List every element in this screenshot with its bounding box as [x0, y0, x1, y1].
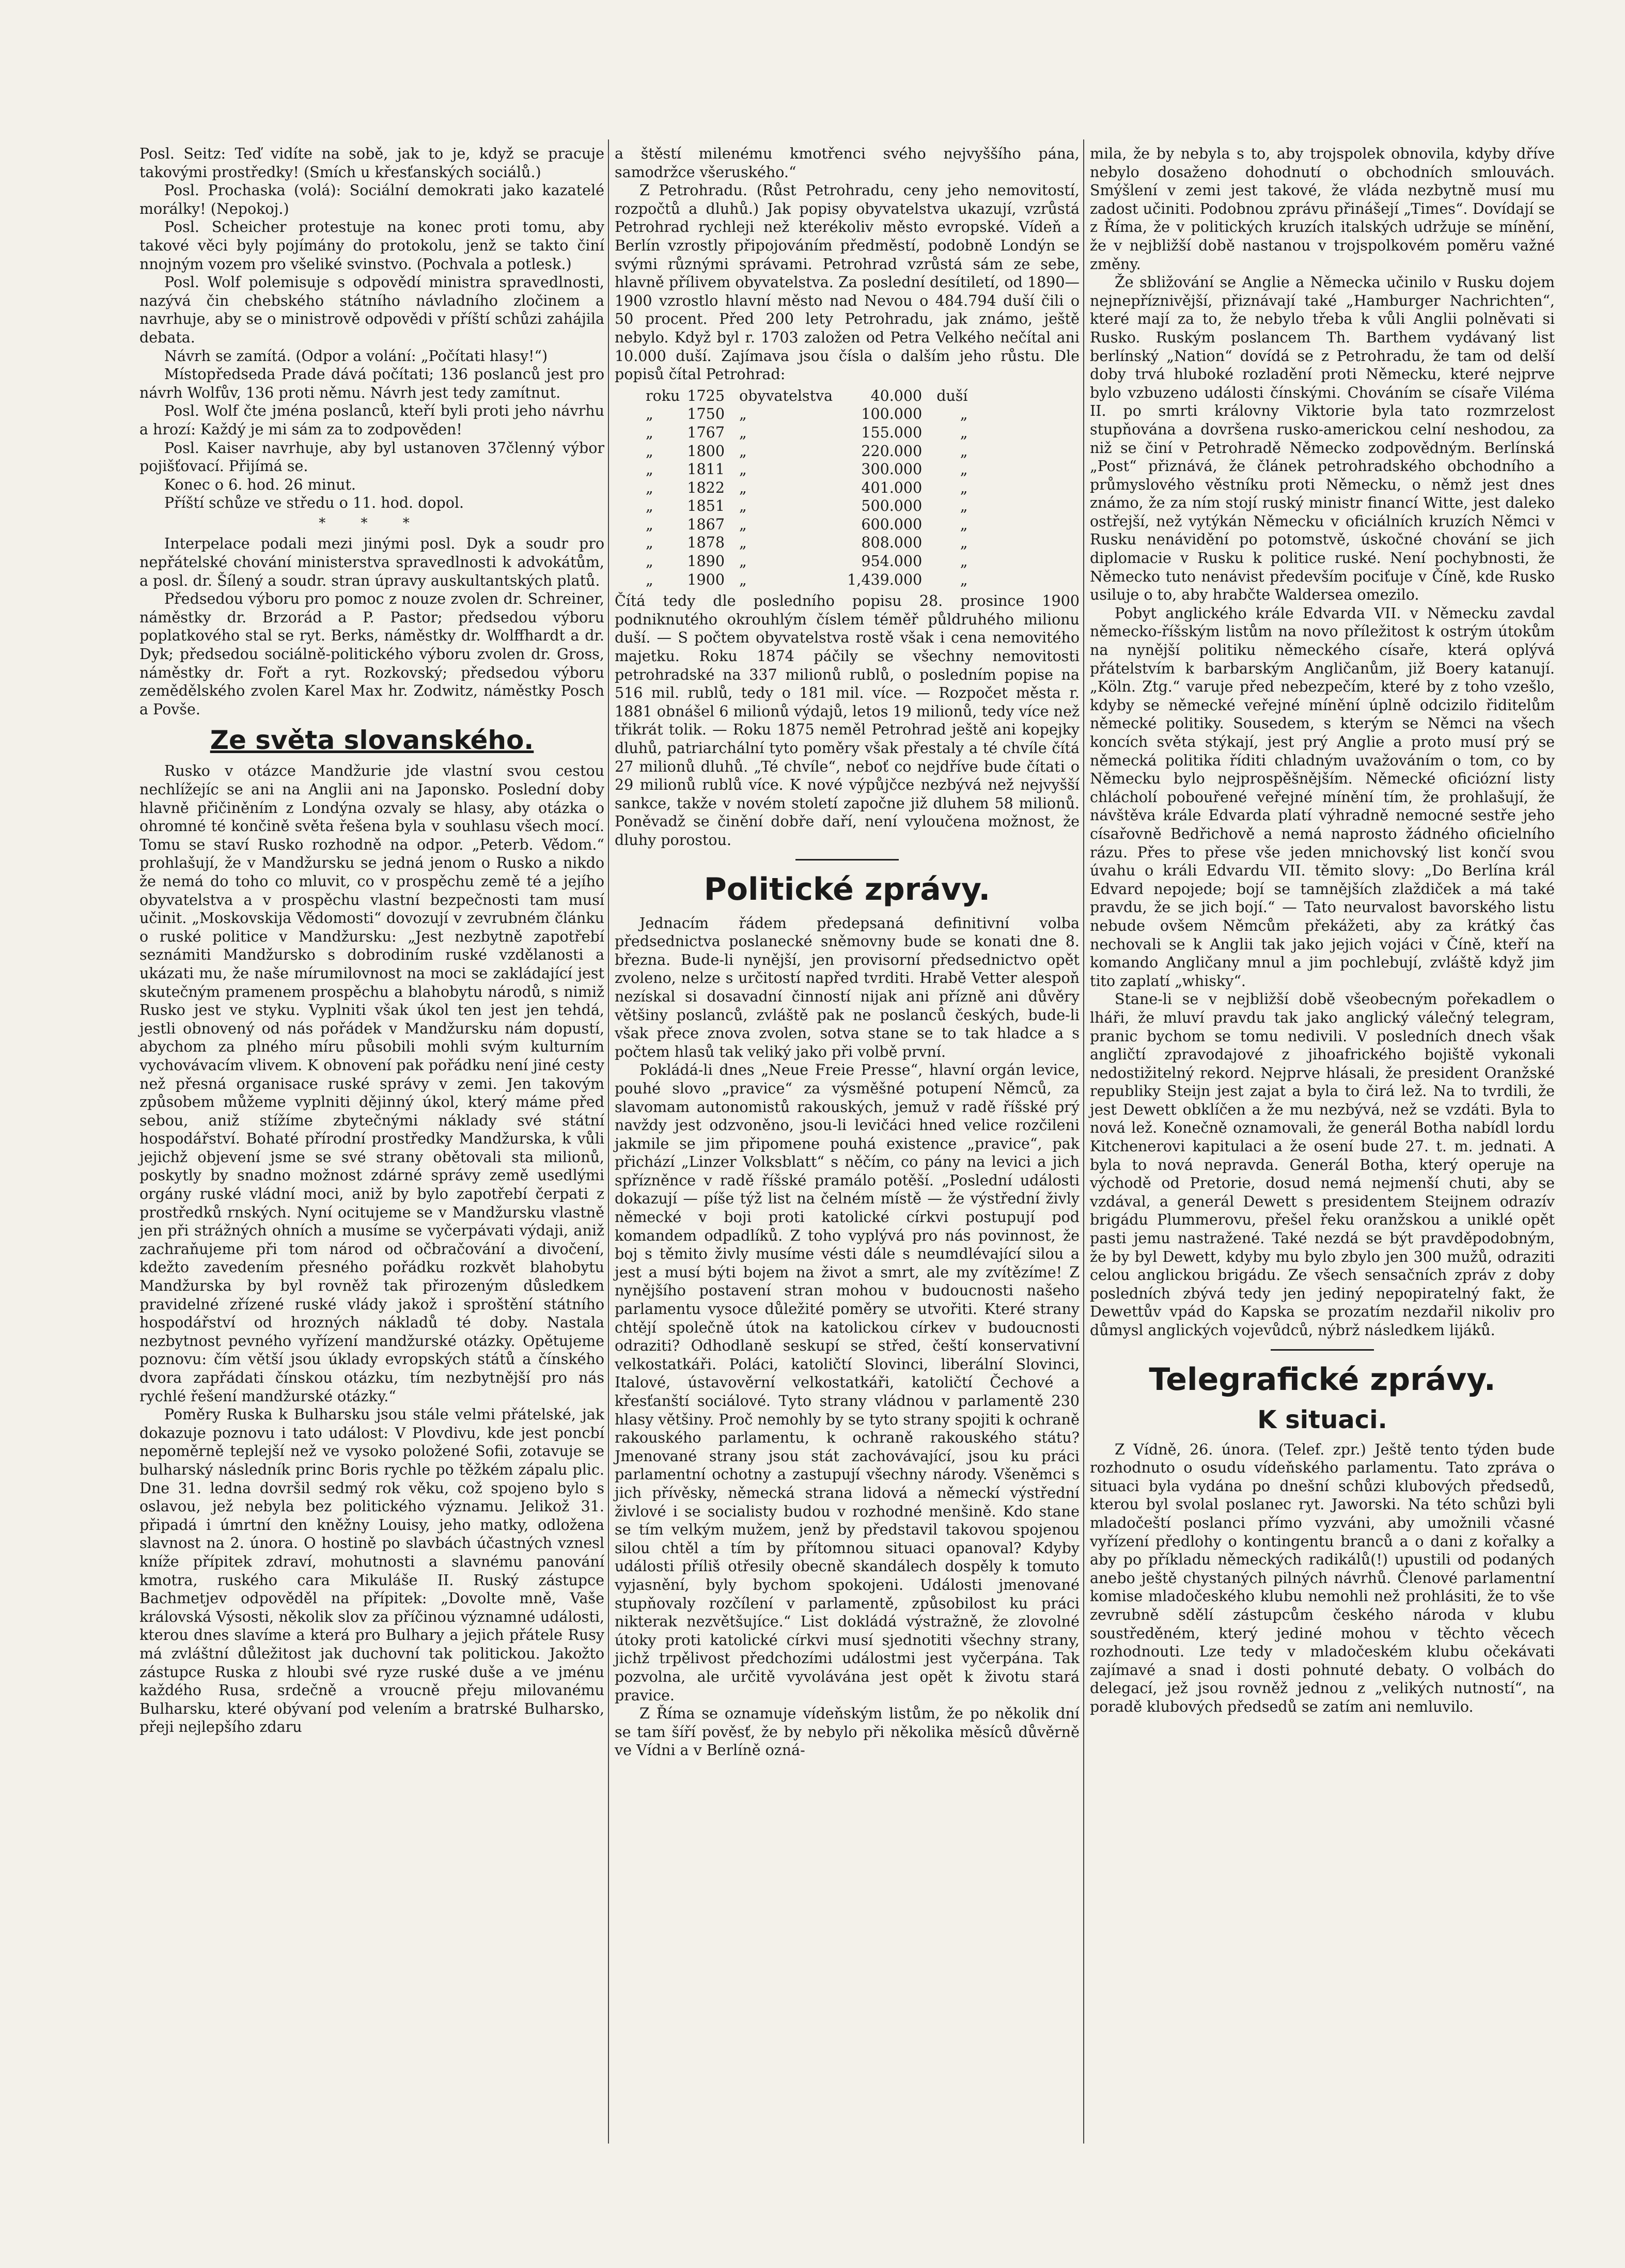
table-row — [646, 552, 975, 571]
paragraph: Rusko v otázce Mandžurie jde vlastní svou cestou nechlížejíc se ani na Anglii ani na Japonsko. Poslední doby hlavně přičiněním z Londýna ozvaly se hlasy, aby otázka o ohromné té končině světa řešena byla v souhlasu všech mocí. Tomu se staví Rusko rozhodně na odpor. „Peterb. Vědom.“ prohlašují, že v Mandžursku se jedná jenom o Rusko a nikdo že nemá do toho co mluvit, co v prospěchu země té a jejího obyvatelstva a v prospěchu vlastní bezpečnosti tam musí učinit. „Moskovskija Vědomosti“ dovozují v zevrubném článku o ruské politice v Mandžursku: „Jest nezbytně zapotřebí seznámiti Mandžursko s dobrodiním ruské vzdělanosti a ukázati mu, že naše mírumilovnost na moci se zakládající jest skutečným pramenem prospěchu a blahobytu národů, s nimiž Rusko jest ve styku. Vyplniti však úkol ten jest jen tehdá, jestli obnovený od nás pořádek v Mandžursku nám dopustí, abychom za plného míru působili mohli svým kulturním vychovávacím vlivem. K obnovení pak pořádku není jiné cesty než přesná organisace ruské správy v zemi. Jen takovým způsobem můžeme vyplniti dějinný úkol, který máme před sebou, aniž stížíme zbytečnými náklady své státní hospodářství. Bohaté přírodní prostředky Mandžurska, k vůli jejichž objevení jsme se své strany obětovali sta milionů, poskytly by snadno možnost zdárné správy země usedlými orgány ruské vládní moci, aniž by bylo zapotřebí čerpati z prostředků rnských. Nyní ocitujeme se v Mandžursku vlastně jen při strážných ohních a musíme se vyčerpávati výdaji, aniž zachraňujeme při tom národ od očbračování a divočení, kdežto zavedením přesného pořádku rozkvět blahobytu Mandžurska by byl rovněž tak přirozeným důsledkem pravidelné zřízené ruské vlády jakož i sproštění státního hospodářství od hrozných nákladů té doby. Nastala nezbytnost pevného vyřízení mandžurské otázky. Opětujeme poznovu: čím větší jsou úklady evropských států a čínského dvora zapřádati čínskou otázku, tím nezbytnější pro nás rychlé řešení mandžurské otázky.“ — [139, 762, 604, 1405]
paragraph: Z Vídně, 26. února. (Telef. zpr.) Ještě tento týden bude rozhodnuto o osudu vídeňského parlamentu. Tato zpráva o situaci byla vydána po dnešní schůzi klubových předsedů, kterou byl svolal poslanec ryt. Jaworski. Na této schůzi byli mladočeští poslanci přímo vyzváni, aby umožnili včasné vyřízení předlohy o kontingentu branců a o dani z kořalky a aby po příkladu německých radikálů(!) upustili od podaných anebo ještě chystaných pilných návrhů. Členové parlamentní komise mladočeského klubu nemohli než prohlásiti, že to vše zevrubně sdělí zástupcům českého národa v klubu soustředěném, který jediné mohou v těchto věcech rozhodnouti. Lze tedy v mladočeském klubu očekávati zajímavé a snad i dosti pohnuté debaty. O volbách do delegací, jež jsou rovněž jednou z „velikých nutností“, na poradě klubových předsedů se zatím ani nemluvilo. — [1090, 1441, 1555, 1715]
column-rule — [1083, 139, 1084, 2144]
table-cell-year: 1851 — [687, 497, 725, 515]
table-cell-label: „ — [739, 534, 747, 552]
paragraph: Interpelace podali mezi jinými posl. Dyk a soudr pro nepřátelské chování ministerstva spravedlnosti k advokátům, a posl. dr. Šílený a soudr. stran úpravy auskultantských platů. — [139, 535, 604, 589]
table-cell-year: 1822 — [687, 479, 725, 496]
table-row — [646, 479, 975, 497]
paragraph: Místopředseda Prade dává počítati; 136 poslanců jest pro návrh Wolfův, 136 proti němu. Návrh jest tedy zamítnut. — [139, 366, 604, 401]
section-title: Ze světa slovanského. — [210, 725, 534, 756]
table-cell-label: „ — [739, 424, 747, 441]
section-title: Politické zprávy. — [704, 871, 991, 908]
table-cell-label: „ — [739, 461, 747, 478]
table-cell-year: 1900 — [687, 571, 725, 588]
table-cell-label: „ — [739, 553, 747, 570]
table-cell-label: „ — [739, 571, 747, 588]
paragraph: Předsedou výboru pro pomoc z nouze zvolen dr. Schreiner, náměstky dr. Brzorád a P. Pastor; předsedou výboru poplatkového stal se ryt. Berks, náměstky dr. Wolffhardt a dr. Dyk; předsedou sociálně-politického výboru zvolen dr. Gross, náměstky dr. Fořt a ryt. Rozkovský; předsedou výboru zemědělského zvolen Karel Max hr. Zodwitz, náměstky Posch a Povše. — [139, 590, 604, 718]
table-cell-label: „ — [739, 442, 747, 460]
table-cell-value: 40.000 — [870, 387, 923, 404]
table-cell-value: 600.000 — [861, 515, 923, 533]
asterisk-divider: * * * — [319, 515, 425, 531]
paragraph: Poměry Ruska k Bulharsku jsou stále velmi přátelské, jak dokazuje poznovu i tato událost: V Plovdivu, kde jest poncbí nepoměrně teplejší než ve vysoko položené Sofii, zotavuje se bulharský následník princ Boris rychle po těžkém zápalu plic. Dne 31. ledna dovršil sedmý rok věku, což spojeno bylo s oslavou, jež nebyla bez politického významu. Jelikož 31. připadá i úmrtní den kněžny Louisy, jeho matky, odložena slavnost na 2. února. O hostině po slavbách účastných vznesl kníže přípitek zdraví, mohutnosti a slavnému panování kmotra, ruského cara Mikuláše II. Ruský zástupce Bachmetjev odpověděl na přípitek: „Dovolte mně, Vaše královská Výsosti, několik slov za příčinou významné události, kterou dnes slavíme a která pro Bulhary a jejich přátele Rusy má zvláštní důležitost jak duchovní tak politickou. Jakožto zástupce Ruska z hloubi své ryze ruské duše a ve jménu každého Rusa, srdečně a vroucně přeju milovanému Bulharsku, které obývaní pod velením a bratrské Bulharsko, přeji nejlepšího zdaru — [139, 1406, 604, 1736]
paragraph: Že sbližování se Anglie a Německa učinilo v Rusku dojem nejnepříznivější, přiznávají také „Hamburger Nachrichten“, které mají za to, že nebylo třeba k vůli Anglii polněvati si Rusko. Ruským poslancem Th. Barthem vydávaný list berlínský „Nation“ dovídá se z Petrohradu, že tam od delší doby trvá hluboké rozladění proti Německu, které nejprve bylo vzbuzeno události čínskými. Chováním se císaře Viléma II. po smrti královny Viktorie byla tato rozmrzelost stupňována a dovršena rusko-americkou celní neshodou, za niž se činí v Petrohradě Německo zodpovědným. Berlínská „Post“ přiznává, že článek petrohradského obchodního a průmyslového věstníku proti Německu, o němž jest dnes známo, že za ním stojí ruský ministr financí Witte, jest daleko ostřejší, než vytýkán Německu v oficiálních kruzích Němci v Rusku nenávidění po potomstvě, úskočné chování se jich diplomacie v Rusku k politice ruské. Není pochybnosti, že Německo tuto nenávist především pociťuje v Číně, kde Rusko usiluje o to, aby hrabčte Waldersea omezilo. — [1090, 274, 1555, 604]
table-cell-unit: „ — [960, 571, 968, 588]
table-cell-unit: duší — [936, 387, 968, 404]
table-row — [646, 387, 975, 405]
table-cell-value: 100.000 — [861, 405, 923, 423]
column-rule — [608, 139, 609, 2144]
table-row — [646, 515, 975, 534]
table-cell-unit: „ — [960, 405, 968, 423]
table-cell-prefix: „ — [646, 442, 653, 460]
table-cell-prefix: „ — [646, 424, 653, 441]
population-table — [646, 387, 975, 589]
table-cell-unit: „ — [960, 424, 968, 441]
paragraph: Posl. Kaiser navrhuje, aby byl ustanoven 37členný výbor pojišťovací. Přijímá se. — [139, 439, 604, 475]
table-row — [646, 442, 975, 461]
paragraph: Posl. Scheicher protestuje na konec proti tomu, aby takové věci byly pojímány do protokolu, jenž se takto činí nnojným vozem pro všeliké svinstvo. (Pochvala a potlesk.) — [139, 218, 604, 273]
table-cell-prefix: „ — [646, 571, 653, 588]
table-cell-value: 401.000 — [861, 479, 923, 496]
paragraph: Z Petrohradu. (Růst Petrohradu, ceny jeho nemovitostí, rozpočtů a dluhů.) Jak popisy obyvatelstva ukazují, vzrůstá Petrohrad rychleji než kterékoliv město evropské. Vídeň a Berlín vzrostly připojováním předměstí, podobně Londýn se svými různými správami. Petrohrad vzrůstá sám ze sebe, hlavně přílivem obyvatelstva. Za poslední desítiletí, od 1890—1900 vzrostlo hlavní město nad Nevou o 484.794 duší čili o 50 procent. Před 200 lety Petrohradu, jak známo, ještě nebylo. Když byl r. 1703 založen od Petra Velkého nečítal ani 10.000 duší. Zajímava jsou čísla o dalším jeho růstu. Dle popisů čítal Petrohrad: — [615, 182, 1080, 383]
table-row — [646, 460, 975, 479]
divider — [1271, 1349, 1374, 1351]
table-cell-year: 1800 — [687, 442, 725, 460]
table-cell-value: 300.000 — [861, 461, 923, 478]
table-cell-prefix: „ — [646, 534, 653, 552]
paragraph: a štěstí milenému kmotřenci svého nejvyššího pána, samodržce všeruského.“ — [615, 145, 1080, 181]
table-cell-unit: „ — [960, 534, 968, 552]
table-cell-year: 1750 — [687, 405, 725, 423]
paragraph: Návrh se zamítá. (Odpor a volání: „Počítati hlasy!“) — [164, 347, 548, 365]
table-row — [646, 497, 975, 515]
paragraph: Z Říma se oznamuje vídeňským listům, že po několik dní se tam šíří pověsť, že by nebylo při několika měsíců důvěrně ve Vídni a v Berlíně ozná- — [615, 1705, 1080, 1759]
paragraph: Posl. Wolf čte jména poslanců, kteří byli proti jeho návrhu a hrozí: Každý je mi sám za to zodpověden! — [139, 402, 604, 438]
table-cell-prefix: „ — [646, 515, 653, 533]
column-2 — [615, 145, 1080, 1760]
column-1 — [139, 145, 604, 1737]
paragraph: Posl. Wolf polemisuje s odpovědí ministra spravedlnosti, nazývá čin chebského státního návladního zločinem a navrhuje, aby se o ministrově odpovědi v příští schůzi zahájila debata. — [139, 274, 604, 346]
divider — [795, 859, 899, 861]
table-cell-value: 808.000 — [861, 534, 923, 552]
table-cell-prefix: „ — [646, 479, 653, 496]
paragraph: Konec o 6. hod. 26 minut. — [164, 476, 356, 493]
table-cell-value: 954.000 — [861, 553, 923, 570]
table-cell-value: 155.000 — [861, 424, 923, 441]
table-cell-value: 1,439.000 — [847, 571, 923, 588]
table-cell-year: 1867 — [687, 515, 725, 533]
sub-title: K situaci. — [1257, 1405, 1387, 1434]
table-cell-year: 1890 — [687, 553, 725, 570]
table-cell-year: 1767 — [687, 424, 725, 441]
paragraph: Čítá tedy dle posledního popisu 28. prosince 1900 podniknutého okrouhlým číslem téměř půldruhého milionu duší. — S počtem obyvatelstva rostě však i cena nemovitého majetku. Roku 1874 páčily se všechny nemovitosti petrohradské na 337 milionů rublů, o posledním popise na 516 mil. rublů, tedy o 181 mil. více. — Rozpočet města r. 1881 obnášel 6 milionů výdajů, letos 19 milionů, tedy více než třikrát tolik. — Roku 1875 neměl Petrohrad ještě ani kopejky dluhů, patriarchální tyto poměry však přestaly a té chvíle čítá 27 milionů dluhů. „Té chvíle“, neboť co nejdříve bude čítati o 29 milionů rublů více. K nové výpůjčce nezbývá než nejvyšší sankce, takže v novém století započne již dluhem 58 milionů. Poněvadž se činění dobře daří, není vyloučena možnost, že dluhy porostou. — [615, 592, 1080, 849]
table-row — [646, 405, 975, 424]
table-cell-year: 1878 — [687, 534, 725, 552]
paragraph: Příští schůze ve středu o 11. hod. dopol. — [164, 494, 464, 512]
table-cell-prefix: „ — [646, 553, 653, 570]
column-3 — [1090, 145, 1555, 1716]
table-cell-value: 220.000 — [861, 442, 923, 460]
table-cell-prefix: „ — [646, 405, 653, 423]
paragraph: Pobyt anglického krále Edvarda VII. v Německu zavdal německo-říšským listům na novo příležitost k ostrým útokům na nynější politiku německého císaře, která oplývá přátelstvím k barbarským Angličanům, již Boery katanují. „Köln. Ztg.“ varuje před nebezpečím, které by z toho vzešlo, kdyby se německé veřejné mínění úplně odcizilo řiditelům německé politiky. Sousedem, s kterým se Němci na všech koncích světa stýkají, jest prý Anglie a proto musí prý se německá politika říditi chladným uvažováním o tom, co by Německu bylo nejprospěšnějším. Německé oficiózní listy chlácholí pobouřené veřejné mínění tím, že prohlašují, že návštěva krále Edvarda platí výhradně nemocné sestře jeho císařovně Bedřichově a nemá naprosto žádného oficielního rázu. Přes to přese vše jeden mnichovský list končí svou úvahu o králi Edvardu VII. těmito slovy: „Do Berlína král Edvard nepojede; bojí se tamnějších zlaždiček a má také pravdu, že se jich bojí.“ — Tato neurvalost bavorského listu nebude ovšem Němcům překážeti, aby za krátký čas nechovali se k Anglii tak jako jejich vojáci v Číně, kteří na komando Angličany mnul a jim pochlebují, zvláště když jim tito zaplatí „whisky“. — [1090, 604, 1555, 990]
table-cell-label: „ — [739, 515, 747, 533]
table-cell-year: 1811 — [687, 461, 725, 478]
table-row — [646, 424, 975, 442]
paragraph: mila, že by nebyla s to, aby trojspolek obnovila, kdyby dříve nebylo dosaženo dohodnutí o obchodních smlouvách. Smýšlení v zemi jest takové, že vláda nezbytně musí mu zadost učiniti. Podobnou zprávu přinášejí „Times“. Dovídají se z Říma, že v politických kruzích italských udržuje se mínění, že v nejbližší době nastanou v trojspolkovém poměru važné změny. — [1090, 145, 1555, 273]
section-title: Telegrafické zprávy. — [1149, 1361, 1496, 1398]
table-row — [646, 571, 975, 589]
table-cell-year: 1725 — [687, 387, 725, 404]
table-cell-unit: „ — [960, 515, 968, 533]
table-cell-prefix: „ — [646, 497, 653, 515]
table-cell-unit: „ — [960, 442, 968, 460]
table-cell-label: „ — [739, 405, 747, 423]
table-cell-unit: „ — [960, 497, 968, 515]
table-cell-unit: „ — [960, 479, 968, 496]
paragraph: Posl. Seitz: Teď vidíte na sobě, jak to je, když se pracuje takovými prostředky! (Smích u křesťanských sociálů.) — [139, 145, 604, 181]
table-cell-prefix: „ — [646, 461, 653, 478]
table-cell-value: 500.000 — [861, 497, 923, 515]
table-cell-label: obyvatelstva — [739, 387, 833, 404]
paragraph: Pokládá-li dnes „Neue Freie Presse“, hlavní orgán levice, pouhé slovo „pravice“ za výsměšné potupení Němců, za slavomam autonomistů rakouských, jemuž v radě říšské prý navždy jest odzvoněno, jsou-li levičáci hned velice rozčileni jakmile se jim připomene pouhá existence „pravice“, pak přichází „Linzer Volksblatt“ s něčím, co pány na levici a jich spřízněnce v radě říšské pramálo potěší. „Poslední události dokazují — píše týž list na čelném místě — že výstřední živly německé v boji proti katolické církvi postupují pod komandem odpadlíků. Z toho vyplývá pro nás povinnost, že boj s těmito živly musíme vésti dále s neumdlévající silou a jest a musí býti bojem na život a smrt, ale my zvítězíme! Z nynějšího postavení stran mohou v budoucnosti našeho parlamentu vysoce důležité poměry se utvořiti. Které strany chtějí společně útok na katolickou církev v budoucnosti odraziti? Odhodlaně seskupí se střed, čeští konservativní velkostatkáři. Poláci, katoličtí Slovinci, liberální Slovinci, Italové, ústavověrní velkostatkáři, katoličtí Čechové a křesťanští sociálové. Tyto strany vládnou v parlamentě 230 hlasy většiny. Proč nemohly by se tyto strany spojiti k ochraně rakouského parlamentu, k ochraně rakouského státu? Jmenované strany jsou stát zachovávající, jsou ku práci parlamentní ochotny a zastupují všechny národy. Všeněmci s jich přívěsky, německá strana lidová a německí výstřední živlové i se socialisty budou v rozhodné menšině. Kdo stane se tím velkým mužem, jenž by představil takovou spojenou silou chtěl a tím by přítomnou situaci opanoval? Kdyby události příliš otřesily obecně skandálech dospěly k tomuto vyjasnění, byly bychom spokojeni. Události jmenované stupňovaly rozčílení v parlamentě, způsobilost ku práci nikterak nezvětšujíce.“ List dokládá výstražně, že zlovolné útoky proti katolické církvi musí sjednotiti všechny strany, jichž trpělivost předchozími událostmi jest vyčerpána. Tak pozvolna, ale určitě vyvolávána jest opět k životu stará pravice. — [615, 1061, 1080, 1704]
table-cell-label: „ — [739, 497, 747, 515]
table-row — [646, 534, 975, 552]
paragraph: Posl. Prochaska (volá): Sociální demokrati jako kazatelé morálky! (Nepokoj.) — [139, 182, 604, 217]
paragraph: Stane-li se v nejbližší době všeobecným pořekadlem o lháři, že mluví pravdu tak jako anglický válečný telegram, pranic bychom se tomu nedivili. V posledních dnech však angličtí zpravodajové z jihoafrického bojiště vykonali nedostižitelný rekord. Nejprve hlásali, že president Oranžské republiky Steijn jest zajat a byla to čirá lež. Na to tvrdili, že jest Dewett obklíčen a že mu nezbývá, než se vzdáti. Byla to nová lež. Konečně oznamovali, že generál Botha nabídl lordu Kitchenerovi kapitulaci a že osení bude 27. t. m. jednati. A byla to nová nepravda. Generál Botha, který operuje na východě od Pretorie, dosud nemá nejmenší chuti, aby se vzdával, a generál Dewett s presidentem Steijnem odrazív brigádu Plummerovu, přešel řeku oranžskou a uniklé opět pasti jemu nastražené. Také nezdá se být pravděpodobným, že by byl Dewett, kdyby mu bylo zbylo jen 300 mužů, odraziti celou anglickou brigádu. Ze všech sensačních zpráv z doby posledních zbývá tedy jen jediný nepopiratelný fakt, že Dewettův vpád do Kapska se prozatím nezdařil nikoliv pro důmysl anglických vojevůdců, nýbrž následkem lijáků. — [1090, 991, 1555, 1339]
table-cell-unit: „ — [960, 461, 968, 478]
paragraph: Jednacím řádem předepsaná definitivní volba předsednictva poslanecké sněmovny bude se konati dne 8. března. Bude-li nynější, jen provisorní předsednictvo opět zvoleno, nelze s určitostí napřed tvrditi. Hrabě Vetter alespoň nezískal si dosavadní činností nijak ani přízně ani důvěry většiny poslanců, zvláště pak ne poslanců českých, bude-li však přece znova zvolen, sotva stane se to tak hladce a s počtem hlasů tak veliký jako při volbě první. — [615, 914, 1080, 1060]
table-cell-label: „ — [739, 479, 747, 496]
table-cell-unit: „ — [960, 553, 968, 570]
table-cell-prefix: roku — [646, 387, 680, 404]
